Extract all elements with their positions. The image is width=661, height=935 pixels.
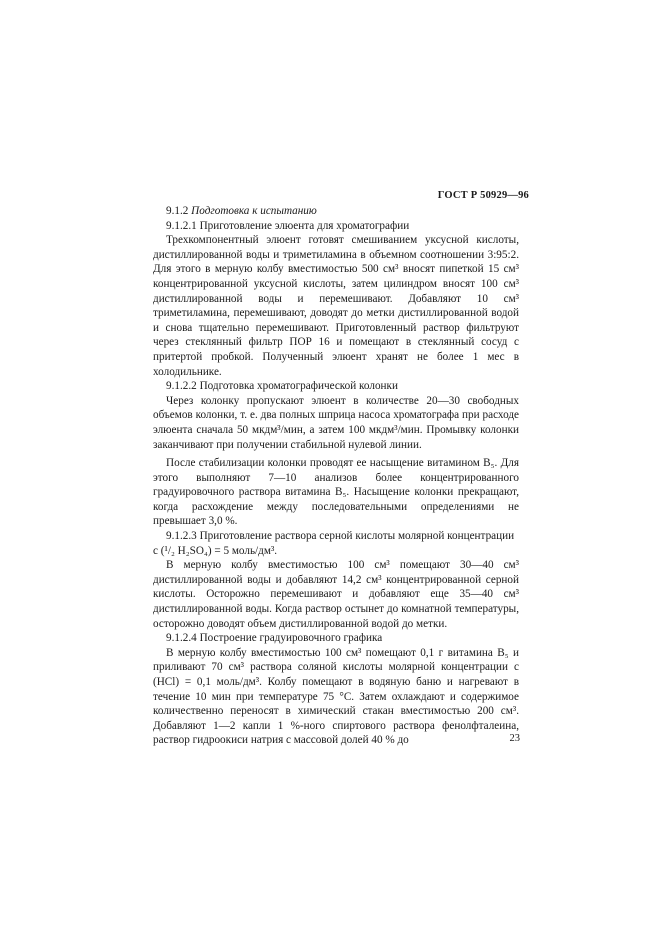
section-title: Подготовка к испытанию — [191, 205, 317, 217]
section-heading-9-1-2-2: 9.1.2.2 Подготовка хроматографической колонки — [166, 380, 398, 393]
section-heading-9-1-2-3: 9.1.2.3 Приготовление раствора серной кислоты молярной концентрации c (¹/₂ H₂SO₄) = 5 моль/дм³. — [153, 530, 515, 557]
section-heading-9-1-2-1: 9.1.2.1 Приготовление элюента для хроматографии — [166, 219, 410, 232]
paragraph-column-washing: Через колонку пропускают элюент в количестве 20—30 свободных объемов колонки, т. е. два полных шприца насоса хроматографа при расходе элюента сначала 50 мкдм³/мин, а затем 100 мкдм³/мин. Промывку колонки заканчивают при получении стабильной нулевой линии. — [153, 394, 519, 451]
paragraph-calibration: В мерную колбу вместимостью 100 см³ помещают 0,1 г витамина B₅ и приливают 70 см³ раствора соляной кислоты молярной концентрации c (HCl) = 0,1 моль/дм³. Колбу помещают в водяную баню и нагревают в течение 10 мин при температуре 75 °С. Затем охлаждают и содержимое количественно переносят в химический стакан вместимостью 200 см³. Добавляют 1—2 капли 1 %-ного спиртового раствора фенолфталеина, раствор гидроокиси натрия с массовой долей 40 % до — [153, 646, 519, 747]
paragraph-sulfuric-acid: В мерную колбу вместимостью 100 см³ помещают 30—40 см³ дистиллированной воды и добавляют 14,2 см³ концентрированной серной кислоты. Осторожно перемешивают и добавляют еще 35—40 см³ дистиллированной воды. Когда раствор остынет до комнатной температуры, осторожно доводят объем дистиллированной водой до метки. — [153, 559, 519, 630]
section-heading-9-1-2-4: 9.1.2.4 Построение градуировочного графика — [166, 632, 383, 645]
document-body — [153, 204, 519, 748]
section-heading-9-1-2 — [153, 204, 519, 219]
section-number: 9.1.2 — [166, 205, 189, 217]
standard-number-header: ГОСТ Р 50929—96 — [437, 190, 529, 201]
paragraph-column-saturation: После стабилизации колонки проводят ее насыщение витамином B₅. Для этого выполняют 7—10 анализов более концентрированного градуировочного раствора витамина B₅. Насыщение колонки прекращают, когда расхождение между последовательными определениями не превышает 3,0 %. — [153, 457, 519, 528]
page-number: 23 — [509, 733, 520, 744]
paragraph-eluent-preparation: Трехкомпонентный элюент готовят смешиванием уксусной кислоты, дистиллированной воды и триметиламина в объемном соотношении 3:95:2. Для этого в мерную колбу вместимостью 500 см³ вносят пипеткой 15 см³ концентрированной уксусной кислоты, затем цилиндром вносят 100 см³ дистиллированной воды и перемешивают. Добавляют 10 см³ триметиламина, перемешивают, доводят до метки дистиллированной водой и снова тщательно перемешивают. Приготовленный раствор фильтруют через стеклянный фильтр ПОР 16 и помещают в стеклянный сосуд с притертой пробкой. Полученный элюент хранят не более 1 мес в холодильнике. — [153, 234, 519, 378]
